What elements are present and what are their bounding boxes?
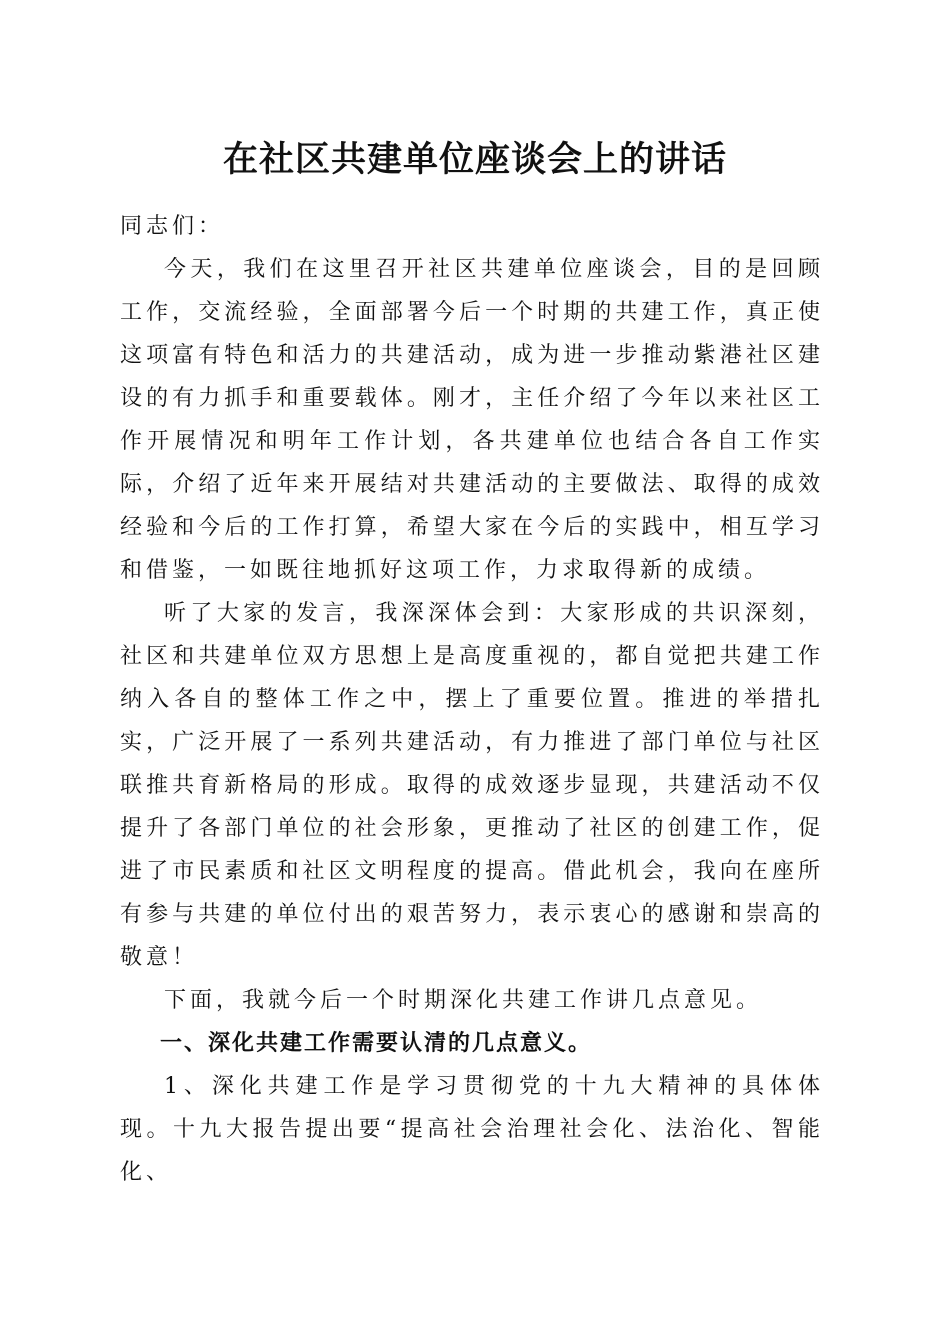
salutation: 同志们： (120, 214, 225, 239)
paragraph-reflection: 听了大家的发言，我深深体会到：大家形成的共识深刻，社区和共建单位双方思想上是高度重视的，都自觉把共建工作纳入各自的整体工作之中，摆上了重要位置。推进的举措扎实，广泛开展了一系列共建活动，有力推进了部门单位与社区联推共育新格局的形成。取得的成效逐步显现，共建活动不仅提升了各部门单位的社会形象，更推动了社区的创建工作，促进了市民素质和社区文明程度的提高。借此机会，我向在座所有参与共建的单位付出的艰苦努力，表示衷心的感谢和崇高的敬意！ (120, 601, 824, 970)
paragraph-opening: 今天，我们在这里召开社区共建单位座谈会，目的是回顾工作，交流经验，全面部署今后一个时期的共建工作，真正使这项富有特色和活力的共建活动，成为进一步推动紫港社区建设的有力抓手和重要载体。刚才，主任介绍了今年以来社区工作开展情况和明年工作计划，各共建单位也结合各自工作实际，介绍了近年来开展结对共建活动的主要做法、取得的成效经验和今后的工作打算，希望大家在今后的实践中，相互学习和借鉴，一如既往地抓好这项工作，力求取得新的成绩。 (120, 257, 824, 583)
document-title: 在社区共建单位座谈会上的讲话 (222, 139, 727, 180)
paragraph-section-1-item-1: 1、深化共建工作是学习贯彻党的十九大精神的具体体现。十九大报告提出要“提高社会治理社会化、法治化、智能化、 (120, 1074, 824, 1185)
document-body (120, 205, 824, 1194)
paragraph-transition: 下面，我就今后一个时期深化共建工作讲几点意见。 (164, 988, 763, 1013)
section-heading-1: 一、深化共建工作需要认清的几点意义。 (160, 1031, 593, 1056)
